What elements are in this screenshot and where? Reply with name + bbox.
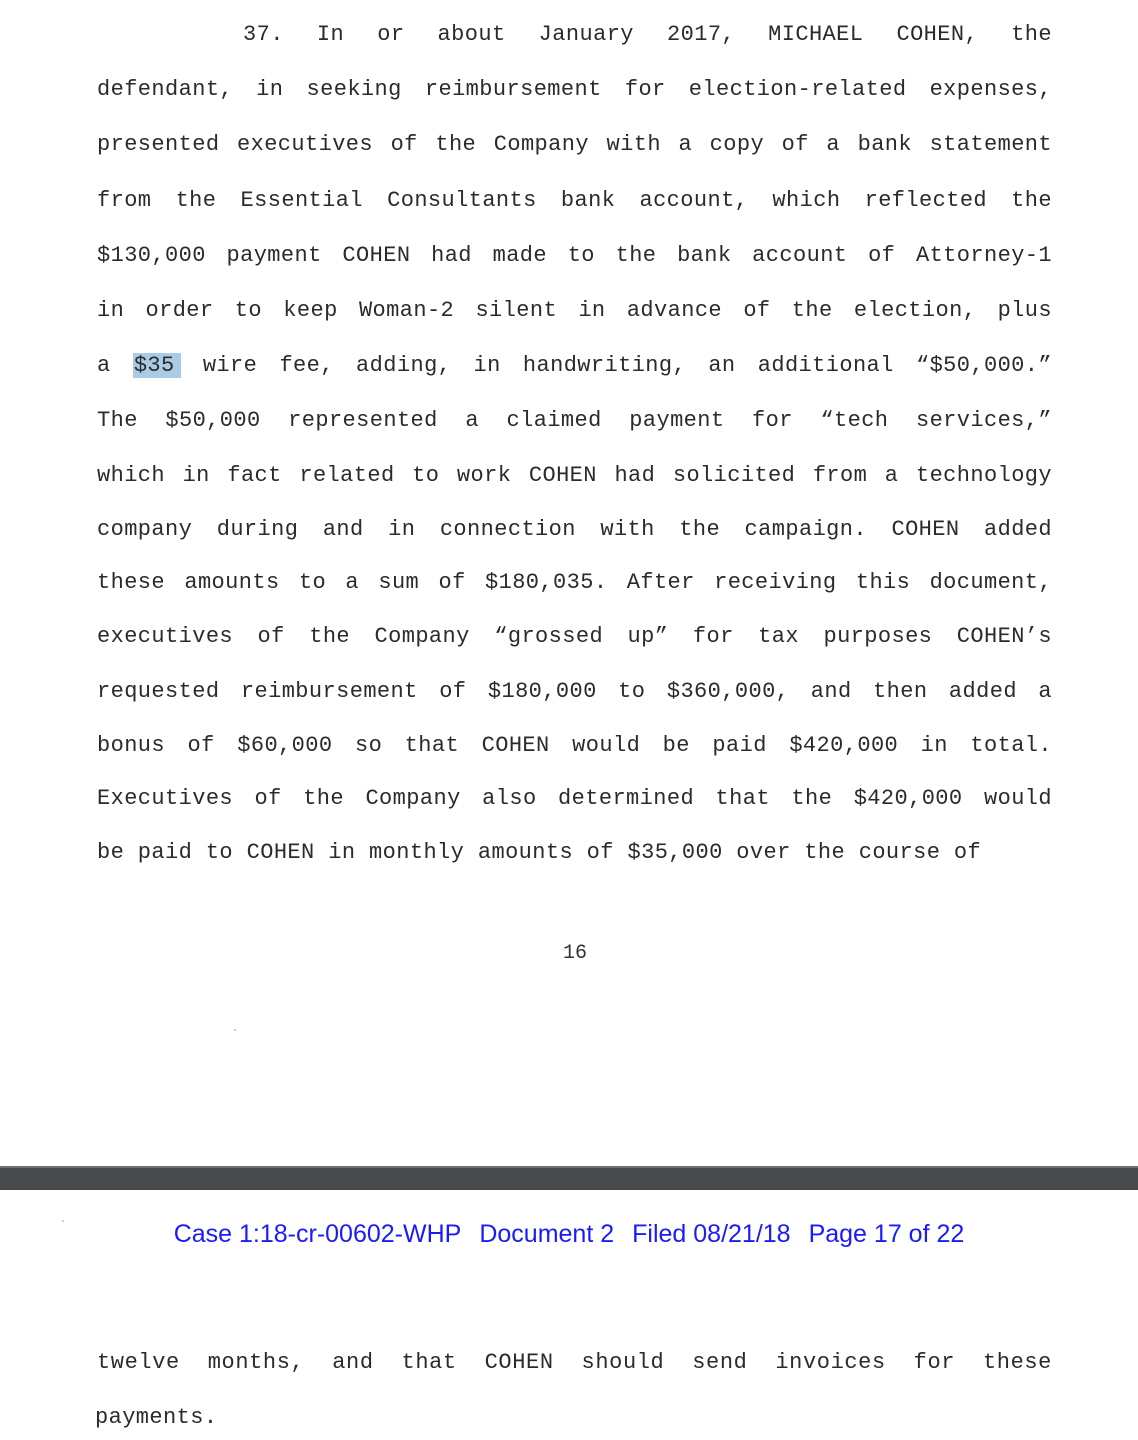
paragraph-line: twelve months, and that COHEN should send invoices for these: [97, 1350, 1052, 1375]
paragraph-line: payments.: [95, 1405, 218, 1430]
paragraph-line: $130,000 payment COHEN had made to the bank account of Attorney-1: [97, 243, 1052, 268]
text-before-highlight: a: [97, 353, 133, 378]
paragraph-line: which in fact related to work COHEN had solicited from a technology: [97, 463, 1052, 488]
paragraph-line: be paid to COHEN in monthly amounts of $35,000 over the course of: [97, 840, 982, 865]
paragraph-line: executives of the Company “grossed up” for tax purposes COHEN’s: [97, 624, 1052, 649]
paragraph-line: company during and in connection with the campaign. COHEN added: [97, 517, 1052, 542]
paragraph-line: these amounts to a sum of $180,035. After receiving this document,: [97, 570, 1052, 595]
paragraph-line-highlighted[interactable]: [97, 352, 1052, 380]
page-count: Page 17 of 22: [808, 1220, 965, 1248]
case-header-stamp: [0, 1218, 1138, 1250]
paragraph-line: 37. In or about January 2017, MICHAEL COHEN, the: [243, 22, 1052, 47]
paragraph-line: from the Essential Consultants bank account, which reflected the: [97, 188, 1052, 213]
paragraph-line: presented executives of the Company with a copy of a bank statement: [97, 132, 1052, 157]
paragraph-line: in order to keep Woman-2 silent in advance of the election, plus: [97, 298, 1052, 323]
scan-speck: [234, 1029, 236, 1031]
paragraph-line: requested reimbursement of $180,000 to $360,000, and then added a: [97, 679, 1052, 704]
paragraph-line: The $50,000 represented a claimed payment for “tech services,”: [97, 408, 1052, 433]
selected-text-highlight[interactable]: $35: [133, 353, 181, 378]
paragraph-line: bonus of $60,000 so that COHEN would be paid $420,000 in total.: [97, 733, 1052, 758]
filed-date: Filed 08/21/18: [632, 1220, 791, 1248]
text-after-highlight: wire fee, adding, in handwriting, an additional “$50,000.”: [180, 353, 1052, 378]
case-number: Case 1:18-cr-00602-WHP: [173, 1220, 462, 1248]
document-number: Document 2: [479, 1220, 615, 1248]
page-number: 16: [562, 942, 587, 965]
paragraph-line: defendant, in seeking reimbursement for election-related expenses,: [97, 77, 1052, 102]
paragraph-line: Executives of the Company also determined that the $420,000 would: [97, 786, 1052, 811]
page-separator: [0, 1166, 1138, 1190]
